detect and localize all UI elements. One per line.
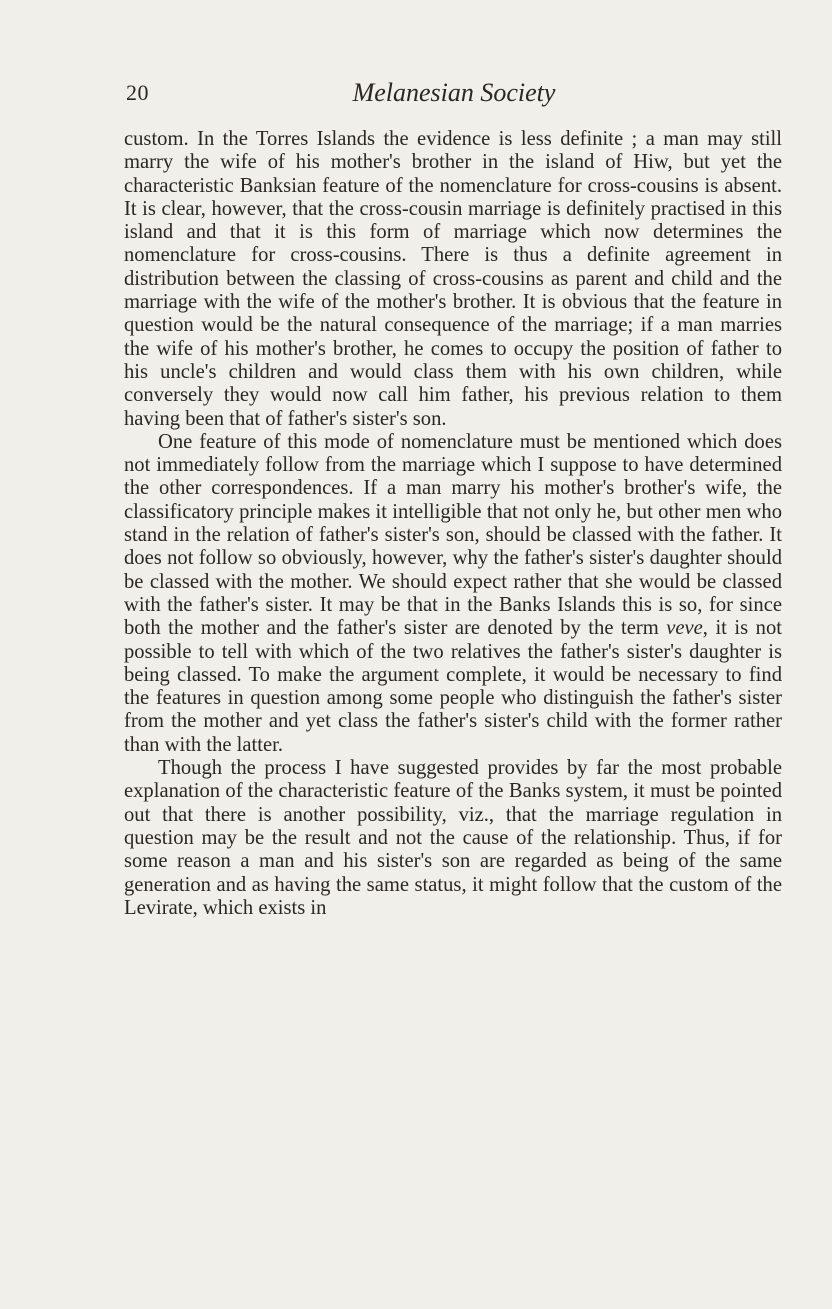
paragraph-2-text-start: One feature of this mode of nomenclature must be mentioned which does not immediately follow from the marriage which I suppose to have determined the other correspondences. If a man marry his mother's brother's wife, the classificatory principle makes it intelligible that not only he, but other men who stand in the relation of father's sister's son, should be classed with the father. It does not follow so obviously, however, why the father's sister's daughter should be classed with the mother. We should expect rather that she would be classed with the father's sister. It may be that in the Banks Islands this is so, for since both the mother and the father's sister are denoted by the term xyxy=(124,430,782,640)
italic-term: veve xyxy=(666,617,703,640)
paragraph-2-text-end: , it is not possible to tell with which of the two relatives the father's sister's daughter is being classed. To make the argument complete, it would be necessary to find the features in question among some people who distinguish the father's sister from the mother and yet class the father's sister's child with the former rather than with the latter. xyxy=(124,617,782,756)
running-title: Melanesian Society xyxy=(352,78,556,107)
paragraph-3-text: Though the process I have suggested provides by far the most probable explanation of the characteristic feature of the Banks system, it must be pointed out that there is another possibility, viz., that the marriage regulation in question may be the result and not the cause of the relationship. Thus, if for some reason a man and his sister's son are regarded as being of the same generation and as having the same status, it might follow that the custom of the Levirate, which exists in xyxy=(124,757,782,919)
page-header xyxy=(126,78,782,112)
body-text xyxy=(124,128,782,920)
paragraph-1 xyxy=(124,128,782,431)
paragraph-3 xyxy=(124,757,782,920)
paragraph-1-text: custom. In the Torres Islands the evidence is less definite ; a man may still marry the wife of his mother's brother in the island of Hiw, but yet the characteristic Banksian feature of the nomenclature for cross-cousins is absent. It is clear, however, that the cross-cousin marriage is definitely practised in this island and that it is this form of marriage which now determines the nomenclature for cross-cousins. There is thus a definite agreement in distribution between the classing of cross-cousins as parent and child and the marriage with the wife of the mother's brother. It is obvious that the feature in question would be the natural consequence of the marriage; if a man marries the wife of his mother's brother, he comes to occupy the position of father to his uncle's children and would class them with his own children, while conversely they would now call him father, his previous relation to them having been that of father's sister's son. xyxy=(124,128,782,430)
page-number: 20 xyxy=(126,80,149,105)
paragraph-2 xyxy=(124,431,782,757)
